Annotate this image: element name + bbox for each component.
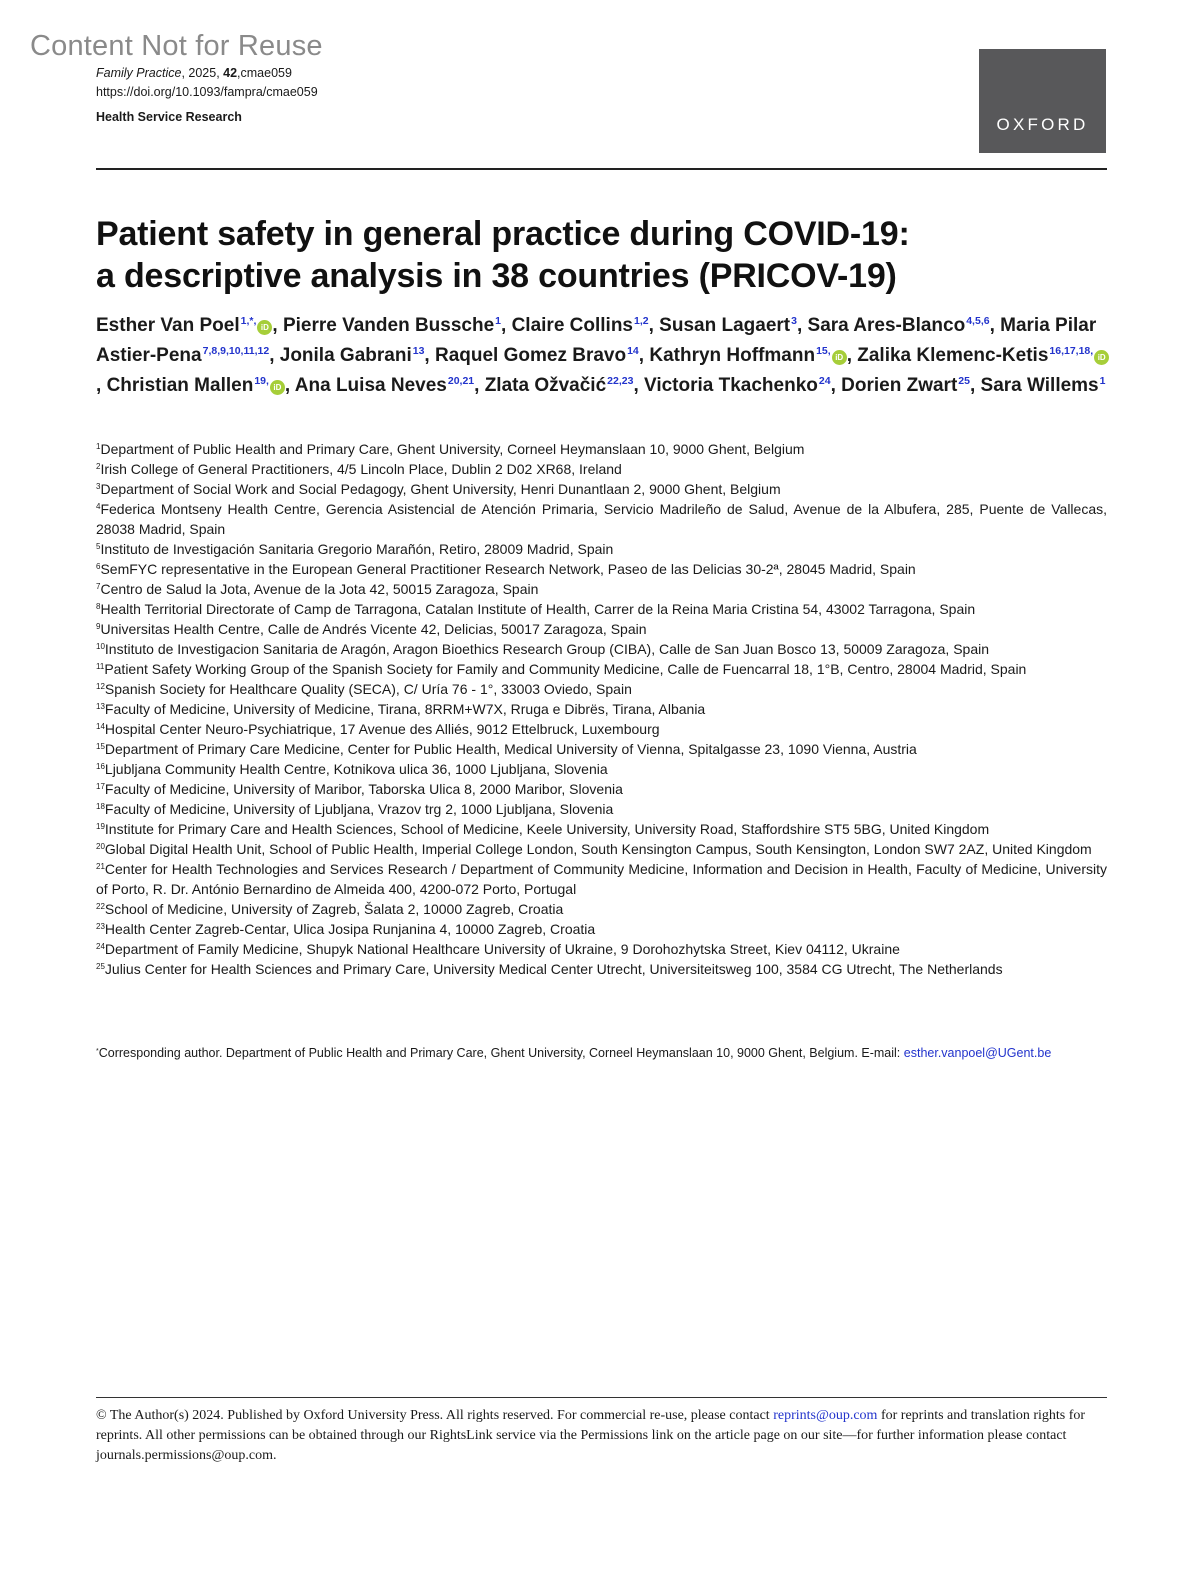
journal-citation — [96, 64, 318, 83]
author-affiliation-ref[interactable]: 1,*, — [240, 315, 257, 327]
author-name: Christian Mallen — [106, 375, 254, 396]
affiliation-text: Centro de Salud la Jota, Avenue de la Jota 42, 50015 Zaragoza, Spain — [100, 581, 539, 597]
author-separator: , — [969, 375, 981, 396]
footer-divider — [96, 1397, 1107, 1398]
affiliation-text: Instituto de Investigacion Sanitaria de Aragón, Aragon Bioethics Research Group (CIBA), Calle de San Juan Bosco 13, 50009 Zaragoza, Spain — [104, 641, 989, 657]
affiliation-text: Irish College of General Practitioners, 4/5 Lincoln Place, Dublin 2 D02 XR68, Ireland — [100, 461, 622, 477]
affiliation-text: Health Territorial Directorate of Camp de Tarragona, Catalan Institute of Health, Carrer de la Reina Maria Cristina 54, 43002 Tarragona, Spain — [100, 601, 976, 617]
affiliation-item — [96, 439, 1107, 459]
author-separator: , — [424, 345, 435, 366]
affiliation-number: 9 — [96, 622, 101, 631]
author-separator: , — [989, 315, 1001, 336]
author-affiliation-ref[interactable]: 4,5,6 — [966, 315, 990, 327]
affiliation-number: 21 — [96, 862, 105, 871]
author-name: Raquel Gomez Bravo — [434, 345, 627, 366]
affiliation-number: 22 — [96, 902, 105, 911]
article-section: Health Service Research — [96, 110, 242, 124]
orcid-icon[interactable]: iD — [832, 350, 847, 365]
affiliation-text: School of Medicine, University of Zagreb, Šalata 2, 10000 Zagreb, Croatia — [104, 901, 564, 917]
affiliation-item — [96, 639, 1107, 659]
author-name: Pierre Vanden Bussche — [282, 315, 495, 336]
affiliation-number: 7 — [96, 582, 101, 591]
affiliation-item — [96, 599, 1107, 619]
title-line-1: Patient safety in general practice during COVID-19: — [96, 215, 910, 253]
journal-article-id: ,cmae059 — [237, 66, 292, 80]
affiliation-item — [96, 739, 1107, 759]
corresponding-mark: * — [96, 1048, 99, 1055]
reprints-email-link[interactable]: reprints@oup.com — [773, 1408, 878, 1423]
affiliation-item — [96, 539, 1107, 559]
author-name: Maria Pilar Astier-Pena — [96, 315, 1097, 366]
article-title — [96, 213, 1106, 297]
author-separator: , — [796, 315, 808, 336]
author-separator: , — [96, 375, 107, 396]
affiliation-number: 4 — [96, 502, 101, 511]
affiliation-number: 16 — [96, 762, 105, 771]
affiliation-number: 24 — [96, 942, 105, 951]
affiliation-number: 12 — [96, 682, 105, 691]
affiliation-number: 1 — [96, 442, 101, 451]
doi-link[interactable]: https://doi.org/10.1093/fampra/cmae059 — [96, 85, 318, 99]
affiliation-number: 10 — [96, 642, 105, 651]
author-list — [96, 311, 1112, 401]
journal-name: Family Practice — [96, 66, 182, 80]
affiliation-number: 13 — [96, 702, 105, 711]
author-separator: , — [284, 375, 295, 396]
affiliation-text: Global Digital Health Unit, School of Public Health, Imperial College London, South Kensington Campus, South Kensington, London SW7 2AZ, United Kingdom — [104, 841, 1092, 857]
affiliation-text: Spanish Society for Healthcare Quality (SECA), C/ Uría 76 - 1°, 33003 Oviedo, Spain — [104, 681, 632, 697]
affiliation-text: Department of Social Work and Social Pedagogy, Ghent University, Henri Dunantlaan 2, 9000 Ghent, Belgium — [100, 481, 781, 497]
affiliation-number: 11 — [96, 662, 105, 671]
author-affiliation-ref[interactable]: 7,8,9,10,11,12 — [202, 345, 270, 357]
publisher-logo — [979, 49, 1106, 153]
author-affiliation-ref[interactable]: 13 — [412, 345, 425, 357]
author-separator: , — [846, 345, 858, 366]
author-separator: , — [501, 315, 512, 336]
author-name: Susan Lagaert — [659, 315, 791, 336]
affiliation-item — [96, 719, 1107, 739]
affiliation-item — [96, 559, 1107, 579]
affiliation-text: Faculty of Medicine, University of Ljubljana, Vrazov trg 2, 1000 Ljubljana, Slovenia — [104, 801, 614, 817]
author-affiliation-ref[interactable]: 15, — [816, 345, 831, 357]
affiliation-text: Instituto de Investigación Sanitaria Gregorio Marañón, Retiro, 28009 Madrid, Spain — [100, 541, 614, 557]
affiliation-item — [96, 579, 1107, 599]
author-separator: , — [272, 315, 283, 336]
affiliation-list — [96, 439, 1107, 979]
author-name: Zlata Ožvačić — [484, 375, 607, 396]
author-separator: , — [633, 375, 644, 396]
journal-year: , 2025, — [181, 66, 224, 80]
affiliation-text: Universitas Health Centre, Calle de Andrés Vicente 42, Delicias, 50017 Zaragoza, Spain — [100, 621, 647, 637]
orcid-icon[interactable]: iD — [270, 380, 285, 395]
title-line-2: a descriptive analysis in 38 countries (PRICOV-19) — [96, 257, 897, 295]
affiliation-item — [96, 859, 1107, 899]
author-separator: , — [648, 315, 660, 336]
publisher-logo-text: OXFORD — [996, 115, 1089, 134]
author-affiliation-ref[interactable]: 1,2 — [634, 315, 649, 327]
author-affiliation-ref[interactable]: 19, — [254, 375, 269, 387]
corresponding-author — [96, 1044, 1107, 1063]
affiliation-text: Faculty of Medicine, University of Medicine, Tirana, 8RRM+W7X, Rruga e Dibrës, Tirana, Albania — [104, 701, 706, 717]
affiliation-number: 15 — [96, 742, 105, 751]
affiliation-number: 23 — [96, 922, 105, 931]
affiliation-number: 18 — [96, 802, 105, 811]
author-affiliation-ref[interactable]: 3 — [791, 315, 797, 327]
affiliation-item — [96, 499, 1107, 539]
affiliation-item — [96, 619, 1107, 639]
affiliation-number: 5 — [96, 542, 101, 551]
affiliation-number: 20 — [96, 842, 105, 851]
affiliation-item — [96, 959, 1107, 979]
affiliation-text: Department of Public Health and Primary Care, Ghent University, Corneel Heymanslaan 10, 9000 Ghent, Belgium — [100, 441, 805, 457]
affiliation-number: 8 — [96, 602, 101, 611]
copyright-text-cont: for reprints and translation rights for reprints. All other permissions can be obtained through our RightsLink service via the Permissions link on the article page on our site—for further information please contact journals.permissions@oup.com. — [96, 1408, 1086, 1463]
author-name: Zalika Klemenc-Ketis — [857, 345, 1049, 366]
author-name: Claire Collins — [511, 315, 633, 336]
affiliation-item — [96, 759, 1107, 779]
corresponding-text: Corresponding author. Department of Public Health and Primary Care, Ghent University, Corneel Heymanslaan 10, 9000 Ghent, Belgium. E-mail: — [98, 1046, 904, 1060]
copyright-notice — [96, 1406, 1107, 1466]
journal-volume: 42 — [223, 66, 238, 80]
affiliation-text: Department of Primary Care Medicine, Center for Public Health, Medical University of Vienna, Spitalgasse 23, 1090 Vienna, Austria — [104, 741, 917, 757]
author-separator: , — [474, 375, 485, 396]
affiliation-text: Health Center Zagreb-Centar, Ulica Josipa Runjanina 4, 10000 Zagreb, Croatia — [104, 921, 596, 937]
author-affiliation-ref[interactable]: 1 — [1099, 375, 1106, 387]
affiliation-number: 17 — [96, 782, 105, 791]
affiliation-number: 19 — [96, 822, 105, 831]
author-name: Dorien Zwart — [841, 375, 958, 396]
affiliation-item — [96, 839, 1107, 859]
affiliation-item — [96, 899, 1107, 919]
author-name: Ana Luisa Neves — [294, 375, 447, 396]
affiliation-item — [96, 919, 1107, 939]
affiliation-text: Faculty of Medicine, University of Maribor, Taborska Ulica 8, 2000 Maribor, Slovenia — [104, 781, 623, 797]
author-name: Sara Willems — [980, 375, 1099, 396]
orcid-icon[interactable]: iD — [1094, 350, 1109, 365]
author-name: Jonila Gabrani — [279, 345, 412, 366]
affiliation-number: 2 — [96, 462, 101, 471]
affiliation-text: Julius Center for Health Sciences and Primary Care, University Medical Center Utrecht, Universiteitsweg 100, 3584 CG Utrecht, The Netherlands — [104, 961, 1003, 977]
watermark: Content Not for Reuse — [30, 30, 323, 62]
affiliation-number: 25 — [96, 962, 105, 971]
affiliation-text: Ljubljana Community Health Centre, Kotnikova ulica 36, 1000 Ljubljana, Slovenia — [104, 761, 608, 777]
header-divider — [96, 168, 1107, 170]
affiliation-item — [96, 679, 1107, 699]
author-affiliation-ref[interactable]: 22,23 — [607, 375, 634, 387]
affiliation-item — [96, 659, 1107, 679]
author-separator: , — [638, 345, 650, 366]
orcid-icon[interactable]: iD — [257, 320, 272, 335]
affiliation-item — [96, 799, 1107, 819]
affiliation-text: Center for Health Technologies and Services Research / Department of Community Medicine, Information and Decision in Health, Faculty of Medicine, University of Porto, R. Dr. António Bernardino de Almeida 400, 4200-072 Porto, Portugal — [96, 861, 1107, 897]
affiliation-number: 3 — [96, 482, 101, 491]
author-affiliation-ref[interactable]: 20,21 — [447, 375, 475, 387]
copyright-text: © The Author(s) 2024. Published by Oxford University Press. All rights reserved. For commercial re-use, please contact — [96, 1408, 774, 1423]
author-affiliation-ref[interactable]: 24 — [818, 375, 831, 387]
author-name: Victoria Tkachenko — [644, 375, 818, 396]
affiliation-text: Hospital Center Neuro-Psychiatrique, 17 Avenue des Alliés, 9012 Ettelbruck, Luxembourg — [104, 721, 660, 737]
affiliation-text: Patient Safety Working Group of the Spanish Society for Family and Community Medicine, Calle de Fuencarral 18, 1°B, Centro, 28004 Madrid, Spain — [104, 661, 1027, 677]
author-name: Kathryn Hoffmann — [649, 345, 816, 366]
affiliation-number: 14 — [96, 722, 105, 731]
affiliation-item — [96, 819, 1107, 839]
author-separator: , — [269, 345, 280, 366]
corresponding-email-link[interactable]: esther.vanpoel@UGent.be — [903, 1046, 1052, 1060]
author-affiliation-ref[interactable]: 25 — [958, 375, 970, 387]
affiliation-item — [96, 779, 1107, 799]
author-name: Esther Van Poel — [96, 315, 240, 336]
affiliation-text: Department of Family Medicine, Shupyk National Healthcare University of Ukraine, 9 Dorohozhytska Street, Kiev 04112, Ukraine — [104, 941, 900, 957]
author-name: Sara Ares-Blanco — [807, 315, 966, 336]
affiliation-item — [96, 479, 1107, 499]
journal-meta — [96, 64, 318, 127]
affiliation-text: Federica Montseny Health Centre, Gerencia Asistencial de Atención Primaria, Servicio Madrileño de Salud, Avenue de la Albufera, 285, Puente de Vallecas, 28038 Madrid, Spain — [96, 501, 1107, 537]
author-affiliation-ref[interactable]: 1 — [495, 315, 502, 327]
affiliation-text: Institute for Primary Care and Health Sciences, School of Medicine, Keele University, University Road, Staffordshire ST5 5BG, United Kingdom — [104, 821, 990, 837]
affiliation-text: SemFYC representative in the European General Practitioner Research Network, Paseo de las Delicias 30-2ª, 28045 Madrid, Spain — [100, 561, 916, 577]
author-separator: , — [830, 375, 842, 396]
affiliation-item — [96, 699, 1107, 719]
affiliation-item — [96, 459, 1107, 479]
affiliation-item — [96, 939, 1107, 959]
author-affiliation-ref[interactable]: 14 — [627, 345, 639, 357]
affiliation-number: 6 — [96, 562, 101, 571]
author-affiliation-ref[interactable]: 16,17,18, — [1049, 345, 1094, 357]
